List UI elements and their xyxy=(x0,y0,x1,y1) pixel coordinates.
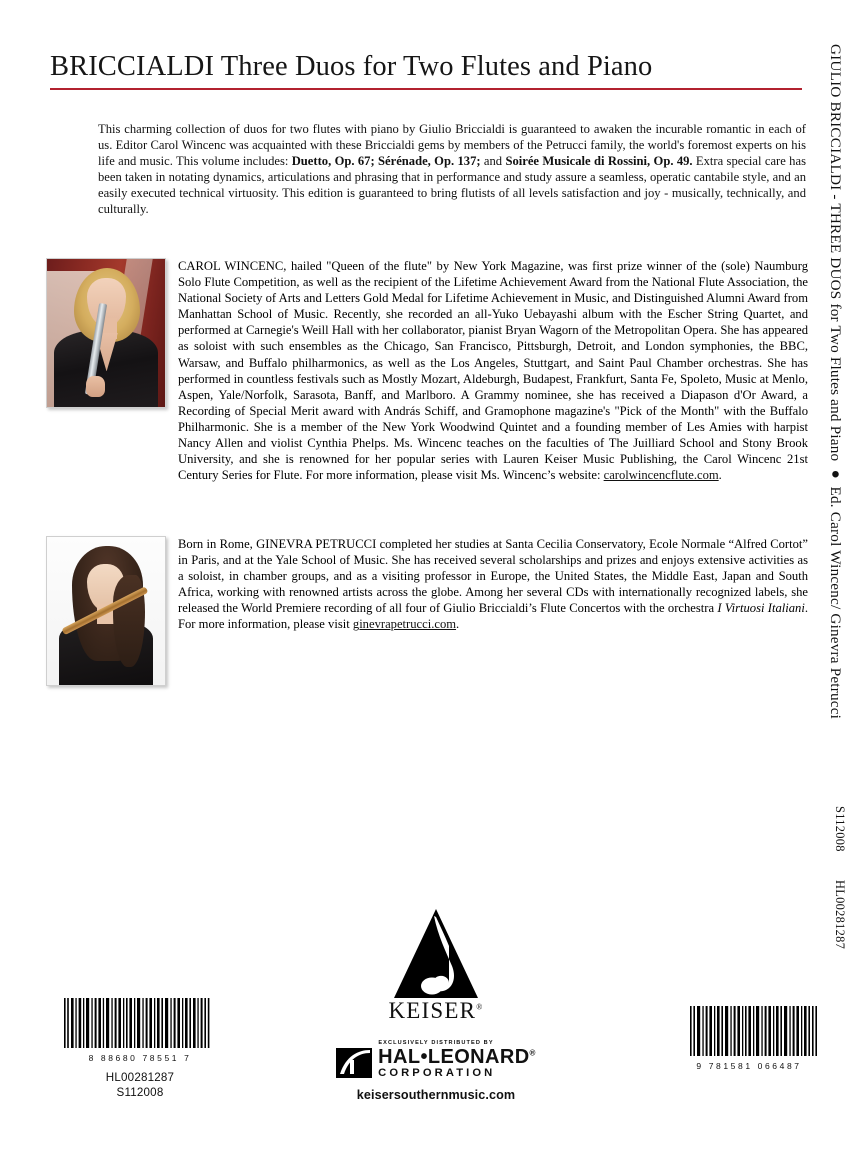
photo-artwork-wincenc xyxy=(47,259,165,407)
bio-text-petrucci xyxy=(178,536,808,633)
exclusively-distributed-by-label: EXCLUSIVELY DISTRIBUTED BY xyxy=(378,1040,494,1046)
hal-leonard-name xyxy=(378,1047,536,1067)
intro-bold-titles-2: Soirée Musicale di Rossini, Op. 49. xyxy=(505,154,693,169)
intro-text-2: and xyxy=(480,154,506,169)
keiser-wordmark xyxy=(286,998,586,1024)
keiser-registered-mark: ® xyxy=(476,1002,484,1012)
spine-hl-code: HL00281287 xyxy=(833,880,847,950)
barcode-upc-trail: 7 xyxy=(184,1053,192,1063)
bio-petrucci-body-a: Born in Rome, GINEVRA PETRUCCI completed her studies at Santa Cecilia Conservatory, Ecole Normale “Alfred Cortot” in Paris, and at the Yale School of Music. She has received several scholarships and prizes and enjoys extensive activities as a soloist, in chamber groups, and as a visiting professor in Europe, the United States, the Middle East, Japan and South Africa, working with renowned artists across the globe. Among her several CDs with internationally recognized labels, she released the World Premiere recording of all four of Giulio Briccialdi’s Flute Concertos with the orchestra xyxy=(178,537,808,616)
bio-wincenc-tail: . xyxy=(718,468,722,483)
bio-text-wincenc xyxy=(178,258,808,483)
barcode-upc-lead: 8 xyxy=(88,1053,96,1063)
link-carolwincencflute[interactable]: carolwincencflute.com xyxy=(603,468,719,483)
hal-leonard-wordmark xyxy=(378,1047,536,1079)
spine-strip xyxy=(812,0,864,1152)
photo-hand xyxy=(86,376,105,397)
publisher-website[interactable]: keisersouthernmusic.com xyxy=(356,1088,516,1103)
title-divider-rule xyxy=(50,88,802,90)
intro-text-1: This charming collection of duos for two flutes with piano by Giulio Briccialdi is guaranteed to awaken the incurable romantic in each of us. Editor Carol Wincenc was acquainted with these Briccialdi gems by members of the Petrucci family, the world's foremost experts on his life and music. This volume includes: xyxy=(98,122,806,169)
publisher-logo-stack xyxy=(286,906,586,1102)
photo-ginevra-petrucci xyxy=(46,536,166,686)
intro-text-3: Extra special care has been taken in notating dynamics, articulations and phrasing that in performance and study assure a seamless, operatic cantabile style, and an easily executed technical virtuosity. This edition is guaranteed to bring flutists of all levels satisfaction and joy - musically, technically, and culturally. xyxy=(98,154,806,217)
hal-leonard-name-text: HAL•LEONARD xyxy=(378,1046,530,1068)
hl-catalog-number: HL00281287 xyxy=(105,1071,175,1084)
barcode-isbn-digits xyxy=(668,1061,830,1071)
intro-bold-titles-1: Duetto, Op. 67; Sérénade, Op. 137; xyxy=(291,154,481,169)
page-title: BRICCIALDI Three Duos for Two Flutes and Piano xyxy=(50,51,653,82)
barcode-isbn-block xyxy=(668,1004,830,1071)
keiser-catalog-number: S112008 xyxy=(116,1086,164,1099)
hal-leonard-registered-mark: ® xyxy=(529,1048,536,1058)
hal-leonard-corporation-label: CORPORATION xyxy=(378,1067,496,1079)
barcode-upc-digits xyxy=(60,1053,220,1063)
bio-petrucci-italic-ensemble: I Virtuosi Italiani xyxy=(717,601,805,616)
barcode-caption-block xyxy=(60,1070,220,1100)
link-ginevrapetrucci[interactable]: ginevrapetrucci.com xyxy=(352,617,457,632)
title-block xyxy=(50,52,802,90)
keiser-wordmark-text: KEISER xyxy=(388,998,477,1023)
keiser-triangle-note-icon xyxy=(390,906,482,1002)
spine-title: GIULIO BRICCIALDI - THREE DUOS for Two Flutes and Piano ● Ed. Carol Wincenc/ Ginevra Petrucci xyxy=(827,44,844,720)
hal-leonard-logo xyxy=(286,1047,586,1079)
photo-artwork-petrucci xyxy=(47,537,165,685)
barcode-isbn-lead: 9 xyxy=(696,1061,704,1071)
barcode-isbn-image xyxy=(668,1004,830,1060)
bio-wincenc-body: CAROL WINCENC, hailed "Queen of the flute" by New York Magazine, was first prize winner of the (sole) Naumburg Solo Flute Competition, as well as the recipient of the Lifetime Achievement Award from the National Flute Association, the National Society of Arts and Letters Gold Medal for Lifetime Achievement in Music, and Distinguished Alumni Award from Manhattan School of Music. Recently, she recorded an all-Yuko Uebayashi album with the Escher String Quartet, and performed at Carnegie's Weill Hall with her collaborator, pianist Bryan Wagorn of the Metropolitan Opera. She has appeared as soloist with such ensembles as the Chicago, San Francisco, Pittsburgh, Detroit, and London symphonies, the BBC, Warsaw, and Buffalo philharmonics, as well as the Los Angeles, Stuttgart, and Saint Paul Chamber orchestras. She has performed in countless festivals such as Mostly Mozart, Aldeburgh, Budapest, Frankfurt, Santa Fe, Spoleto, Music at Menlo, Aspen, Yale/Norfolk, Sarasota, Banff, and Marlboro. A Grammy nominee, she has received a Diapason d'Or Award, a Recording of Special Merit award with András Schiff, and Gramophone magazine's "Pick of the Month" with the Buffalo Philharmonic. She is a member of the New York Woodwind Quintet and a founding member of Les Amies with harpist Nancy Allen and violist Cynthia Phelps. Ms. Wincenc teaches on the faculties of The Juilliard School and Stony Brook University, and she is renowned for her popular series with Lauren Keiser Music Publishing, the Carol Wincenc 21st Century Series for Flute. For more information, please visit Ms. Wincenc’s website: xyxy=(178,259,808,483)
bio-block-wincenc xyxy=(46,258,808,483)
bio-petrucci-tail: . xyxy=(456,617,460,632)
spine-keiser-code: S112008 xyxy=(833,806,847,852)
barcode-upc-block xyxy=(60,996,220,1100)
photo-carol-wincenc xyxy=(46,258,166,408)
intro-paragraph xyxy=(98,121,806,218)
hal-leonard-mark-icon xyxy=(336,1048,372,1078)
barcode-upc-main: 88680 78551 xyxy=(100,1053,180,1063)
barcode-upc-image xyxy=(60,996,220,1052)
bio-block-petrucci xyxy=(46,536,808,686)
bio-petrucci-body-b: . For more information, please visit xyxy=(178,601,808,632)
barcode-isbn-main: 781581 066487 xyxy=(708,1061,802,1071)
